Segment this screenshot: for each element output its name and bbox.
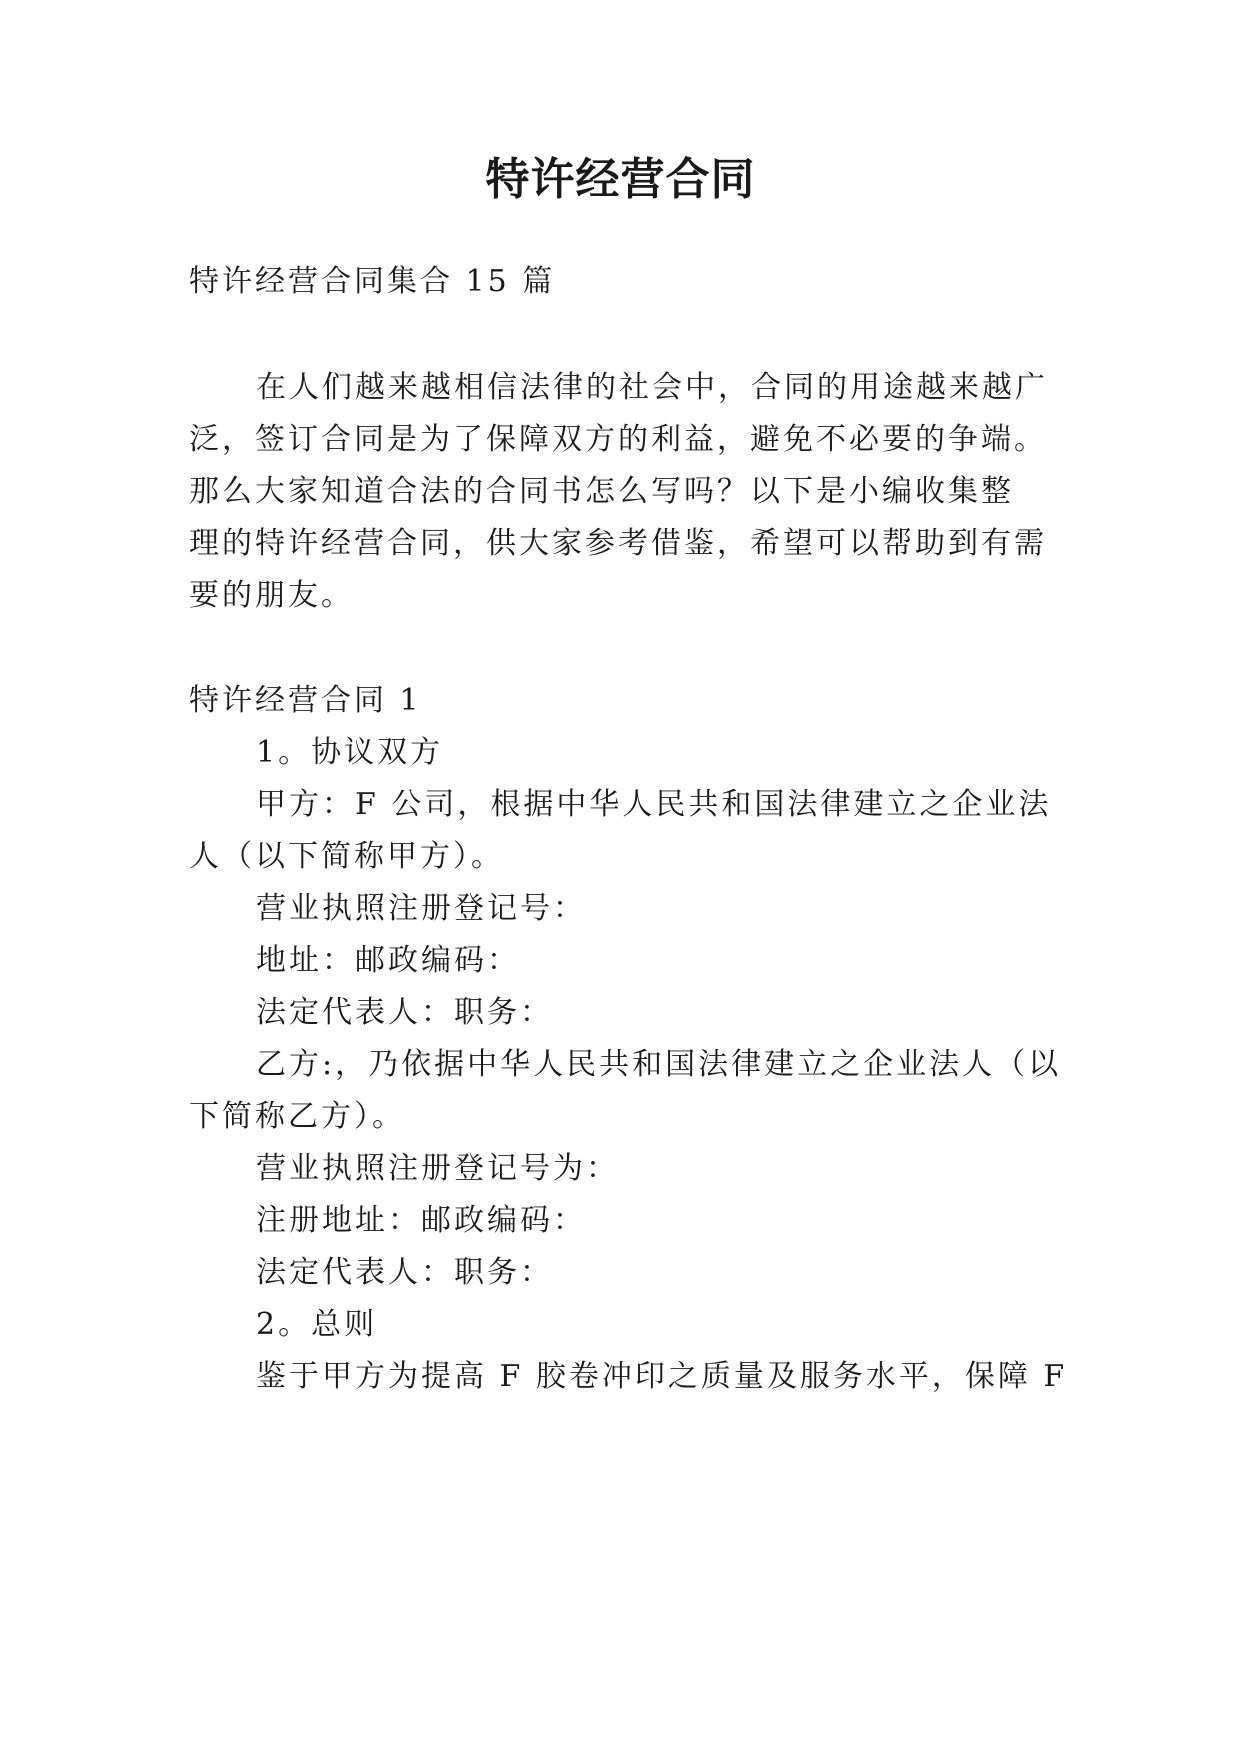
intro-line-3: 那么大家知道合法的合同书怎么写吗？以下是小编收集整 (189, 474, 1014, 509)
body-line-7: 乙方:，乃依据中华人民共和国法律建立之企业法人（以 (256, 1047, 1062, 1082)
intro-line-5: 要的朋友。 (189, 578, 354, 613)
body-line-8: 下简称乙方）。 (189, 1099, 405, 1134)
body-line-4: 营业执照注册登记号： (256, 891, 586, 926)
body-line-12: 2。总则 (256, 1307, 378, 1342)
body-line-5: 地址：邮政编码： (256, 943, 520, 978)
document-subtitle: 特许经营合同集合 15 篇 (189, 264, 556, 299)
body-line-10: 注册地址：邮政编码： (256, 1203, 586, 1238)
body-line-1: 1。协议双方 (256, 735, 444, 770)
section-heading: 特许经营合同 1 (189, 683, 422, 718)
intro-line-1: 在人们越来越相信法律的社会中，合同的用途越来越广 (256, 370, 1048, 405)
body-line-13: 鉴于甲方为提高 F 胶卷冲印之质量及服务水平，保障 F (256, 1359, 1068, 1394)
intro-line-4: 理的特许经营合同，供大家参考借鉴，希望可以帮助到有需 (189, 526, 1047, 561)
document-title: 特许经营合同 (485, 154, 756, 205)
body-line-6: 法定代表人：职务： (256, 995, 553, 1030)
body-line-9: 营业执照注册登记号为： (256, 1151, 619, 1186)
body-line-3: 人（以下简称甲方）。 (189, 839, 504, 874)
intro-line-2: 泛，签订合同是为了保障双方的利益，避免不必要的争端。 (189, 422, 1047, 457)
body-line-11: 法定代表人：职务： (256, 1255, 553, 1290)
body-line-2: 甲方：F 公司，根据中华人民共和国法律建立之企业法 (256, 787, 1052, 822)
